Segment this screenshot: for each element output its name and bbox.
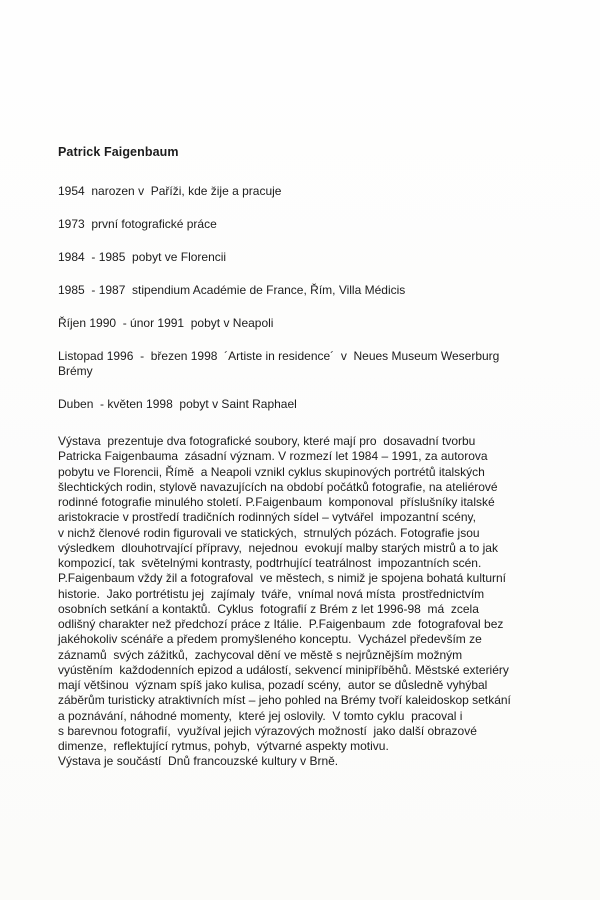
bio-entry [58,184,558,199]
bio-entry-line: 1954 narozen v Paříži, kde žije a pracuje [58,184,282,198]
body-line: rodinné fotografie minulého století. P.Faigenbaum komponoval příslušníky italské [58,495,495,509]
bio-entry [58,316,558,331]
bio-entry [58,397,558,412]
bio-entry-line: Listopad 1996 - březen 1998 ´Artiste in residence´ v Neues Museum Weserburg [58,349,500,363]
body-line: pobytu ve Florencii, Římě a Neapoli vznikl cyklus skupinových portrétů italských [58,464,485,479]
body-line: Výstava je součástí Dnů francouzské kultury v Brně. [58,754,339,769]
bio-entry-line: 1973 první fotografické práce [58,217,217,231]
body-line: kompozicí, tak světelnými kontrasty, podtrhující teatrálnost impozantních scén. [58,556,482,570]
page-title: Patrick Faigenbaum [58,145,179,159]
body-line: odlišný charakter než předchozí práce z Itálie. P.Faigenbaum zde fotografoval bez [58,617,504,631]
bio-entry [58,217,558,232]
body-line: výsledkem dlouhotrvající přípravy, nejednou evokují malby starých mistrů a to jak [58,540,498,555]
body-line: a poznávání, náhodné momenty, které jej oslovily. V tomto cyklu pracoval i [58,708,463,723]
bio-entry-line: 1984 - 1985 pobyt ve Florencii [58,250,227,264]
body-text [58,434,578,770]
body-line: Patricka Faigenbauma zásadní význam. V rozmezí let 1984 – 1991, za autorova [58,449,488,464]
bio-entry [58,349,558,379]
body-line: osobních setkání a kontaktů. Cyklus fotografií z Brém z let 1996-98 má zcela [58,601,479,616]
bio-entry [58,283,558,298]
body-line: vyústěním každodenních epizod a událostí, sekvencí minipříběhů. Městské exteriéry [58,662,509,677]
body-line: historie. Jako portrétistu jej zajímaly tváře, vnímal nová místa prostřednictvím [58,586,485,601]
bio-entry-line: Říjen 1990 - únor 1991 pobyt v Neapoli [58,316,274,330]
bio-entry [58,250,558,265]
body-line: s barevnou fotografií, využíval jejich výrazových možností jako další obrazové [58,723,477,738]
body-line: mají většinou význam spíš jako kulisa, pozadí scény, autor se důsledně vyhýbal [58,678,488,692]
biography-list [58,184,558,430]
body-line: záběrům turisticky atraktivních míst – jeho pohled na Brémy tvoří kaleidoskop setkání [58,693,511,708]
body-line: dimenze, reflektující rytmus, pohyb, výtvarné aspekty motivu. [58,739,389,753]
body-line: aristokracie v prostředí tradičních rodinných sídel – vytvářel impozantní scény, [58,510,476,525]
body-line: v nichž členové rodin figurovali ve statických, strnulých pózách. Fotografie jsou [58,525,480,540]
bio-entry-line: 1985 - 1987 stipendium Académie de France, Řím, Villa Médicis [58,283,406,297]
body-line: Výstava prezentuje dva fotografické soubory, které mají pro dosavadní tvorbu [58,434,476,448]
bio-entry-line: Duben - květen 1998 pobyt v Saint Raphael [58,397,297,411]
body-line: záznamů svých zážitků, zachycoval dění ve městě s nejrůznějším možným [58,647,463,662]
bio-entry-line: Brémy [58,364,93,378]
body-line: šlechtických rodin, stylově navazujících na období počátků fotografie, na ateliérové [58,479,498,494]
body-line: jakéhokoliv scénáře a předem promyšleného konceptu. Vycházel především ze [58,632,482,647]
body-line: P.Faigenbaum vždy žil a fotografoval ve městech, s nimiž je spojena bohatá kulturní [58,571,507,586]
